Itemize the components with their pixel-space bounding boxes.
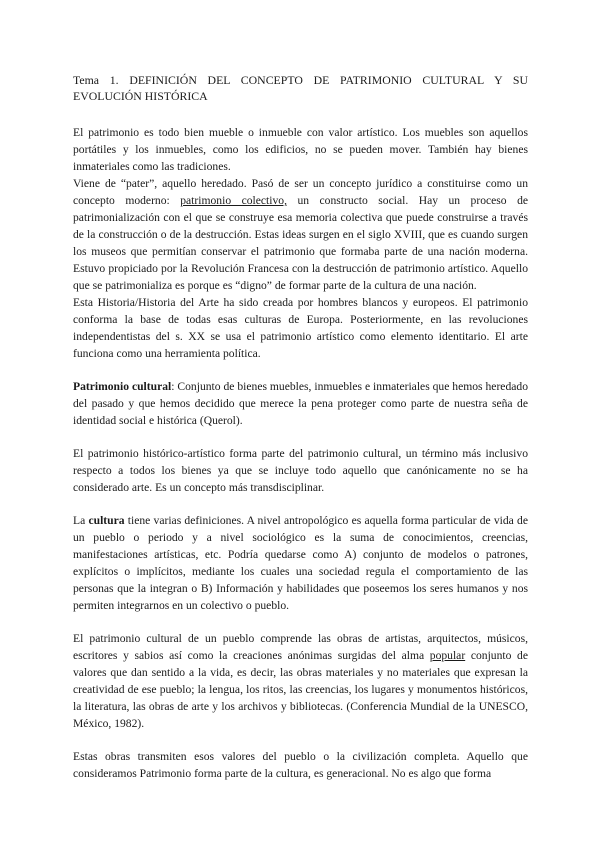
paragraph-cultura: [73, 512, 528, 614]
paragraph-cultura-lead: La: [73, 514, 89, 527]
paragraph-unesco: [73, 630, 528, 732]
paragraph-patrimonio-cultural: [73, 378, 528, 429]
paragraph-origin-start: Viene de “pater”, aquello heredado. Pasó de ser un concepto jurídico a constituirse como un concepto moderno:: [73, 177, 528, 207]
bold-term-cultura: cultura: [88, 514, 125, 527]
paragraph-obras: Estas obras transmiten esos valores del pueblo o la civilización completa. Aquello que consideramos Patrimonio forma parte de la cultura, es generacional. No es algo que forma: [73, 750, 528, 780]
paragraph-origin: [73, 175, 528, 294]
paragraph-unesco-start: El patrimonio cultural de un pueblo comprende las obras de artistas, arquitectos, músicos, escritores y sabios así como la creaciones anónimas surgidas del alma: [73, 632, 528, 662]
underlined-term-patrimonio-colectivo: patrimonio colectivo,: [180, 194, 287, 207]
paragraph-cultura-text: tiene varias definiciones. A nivel antropológico es aquella forma particular de vida de un pueblo o periodo y a nivel sociológico es la suma de conocimientos, creencias, manifestaciones artísticas, etc. Podría quedarse como A) conjunto de modelos o patrones, explícitos o implícitos, mediante los cuales una sociedad regula el comportamiento de las personas que la integran o B) Información y habilidades que poseemos los seres humanos y nos permiten integrarnos en un colectivo o pueblo.: [73, 514, 528, 612]
paragraph-history: Esta Historia/Historia del Arte ha sido creada por hombres blancos y europeos. El patrimonio conforma la base de todas esas culturas de Europa. Posteriormente, en las revoluciones independentistas del s. XX se usa el patrimonio artístico como elemento identitario. El arte funciona como una herramienta política.: [73, 296, 528, 360]
paragraph-historico-artistico: El patrimonio histórico-artístico forma parte del patrimonio cultural, un término más inclusivo respecto a todos los bienes ya que se incluye todo aquello que canónicamente no se ha considerado arte. Es un concepto más transdisciplinar.: [73, 447, 528, 494]
paragraph-unesco-end: conjunto de valores que dan sentido a la vida, es decir, las obras materiales y no materiales que expresan la creatividad de ese pueblo; la lengua, los ritos, las creencias, los lugares y monumentos históricos, la literatura, las obras de arte y los archivos y bibliotecas. (Conferencia Mundial de la UNESCO, México, 1982).: [73, 649, 528, 730]
paragraph-patrimonio-cultural-text: : Conjunto de bienes muebles, inmuebles e inmateriales que hemos heredado del pasado y que hemos decidido que merece la pena proteger como parte de nuestra seña de identidad social e histórica (Querol).: [73, 380, 528, 427]
document-title: Tema 1. DEFINICIÓN DEL CONCEPTO DE PATRIMONIO CULTURAL Y SU EVOLUCIÓN HISTÓRICA: [73, 73, 528, 103]
underlined-term-popular: popular: [429, 649, 466, 662]
bold-term-patrimonio-cultural: Patrimonio cultural: [73, 380, 172, 393]
paragraph-definition: El patrimonio es todo bien mueble o inmueble con valor artístico. Los muebles son aquellos portátiles y los inmuebles, como los edificios, no se pueden mover. También hay bienes inmateriales como las tradiciones.: [73, 126, 528, 173]
document-page: [73, 72, 528, 782]
paragraph-origin-end: un constructo social. Hay un proceso de patrimonialización con el que se construye esa memoria colectiva que puede construirse a través de la construcción o de la destrucción. Estas ideas surgen en el siglo XVIII, que es cuando surgen los museos que permitían conservar el patrimonio que formaba parte de una nación moderna. Estuvo propiciado por la Revolución Francesa con la destrucción de patrimonio artístico. Aquello que se patrimonializa es porque es “digno” de formar parte de la cultura de una nación.: [73, 194, 529, 292]
